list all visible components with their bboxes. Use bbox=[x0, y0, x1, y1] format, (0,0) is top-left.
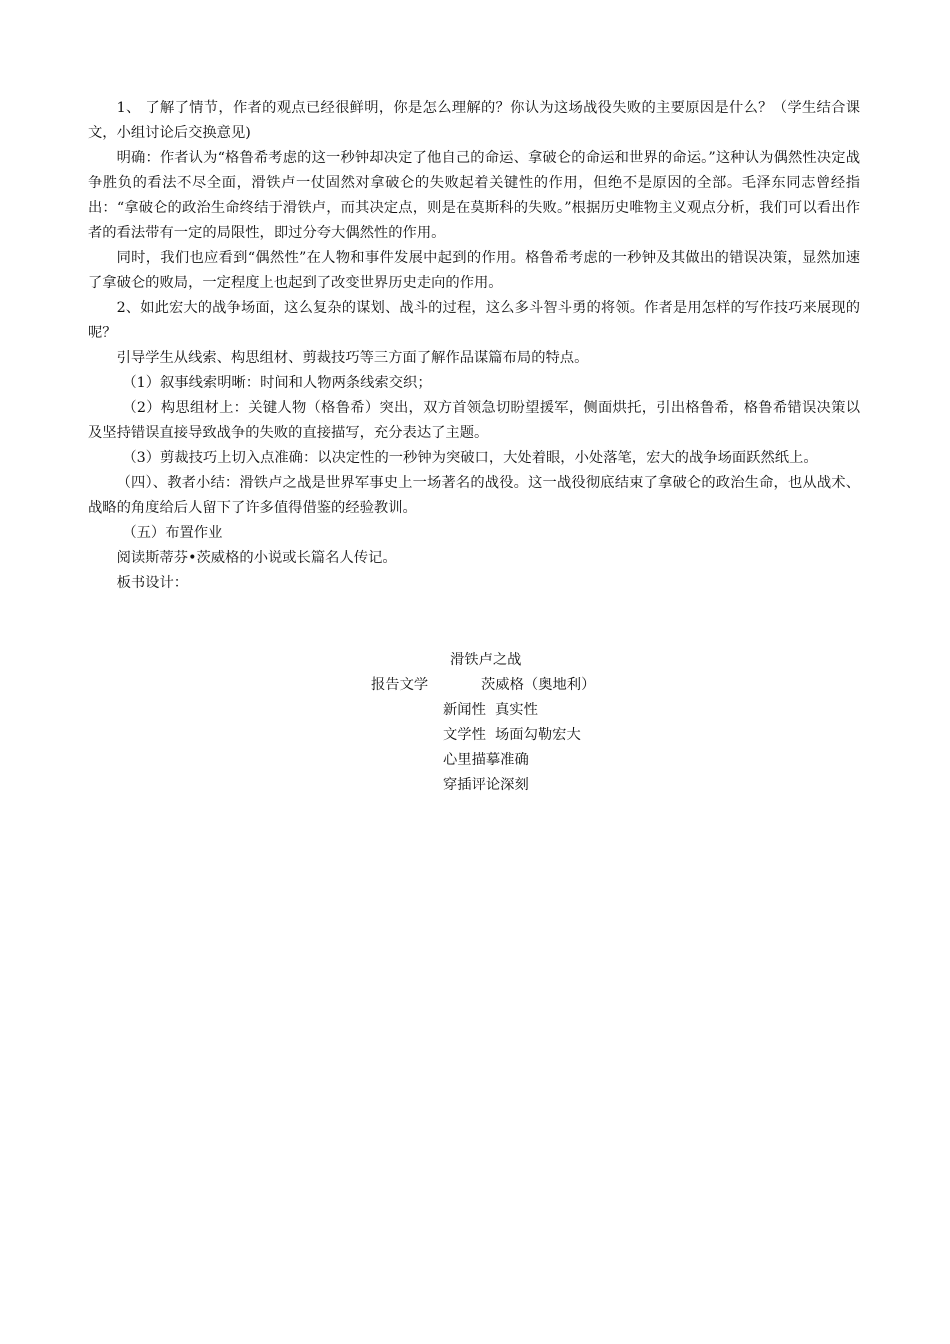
homework-text: 阅读斯蒂芬•茨威格的小说或长篇名人传记。 bbox=[116, 550, 397, 566]
teacher-summary: （四）、教者小结：滑铁卢之战是世界军事史上一场著名的战役。这一战役彻底结束了拿破仑的政治生命，也从战术、战略的角度给后人留下了许多值得借鉴的经验教训。 bbox=[88, 475, 860, 516]
answer-clarification: 明确：作者认为“格鲁希考虑的这一秒钟却决定了他自己的命运、拿破仑的命运和世界的命运。”这种认为偶然性决定战争胜负的看法不尽全面，滑铁卢一仗固然对拿破仑的失败起着关键性的作用，但绝不是原因的全部。毛泽东同志曾经指出：“拿破仑的政治生命终结于滑铁卢，而其决定点，则是在莫斯科的失败。”根据历史唯物主义观点分析，我们可以看出作者的看法带有一定的局限性，即过分夸大偶然性的作用。 bbox=[88, 150, 860, 241]
homework-heading: （五）布置作业 bbox=[122, 525, 223, 541]
board-item-commentary: 穿插评论深刻 bbox=[443, 777, 529, 793]
board-item-literary: 文学性 场面勾勒宏大 bbox=[443, 727, 581, 743]
point-composition: （2）构思组材上：关键人物（格鲁希）突出，双方首领急切盼望援军，侧面烘托，引出格鲁希，格鲁希错误决策以及坚持错误直接导致战争的失败的直接描写，充分表达了主题。 bbox=[88, 400, 860, 441]
question-2: 2、如此宏大的战争场面，这么复杂的谋划、战斗的过程，这么多斗智斗勇的将领。作者是用怎样的写作技巧来展现的呢？ bbox=[88, 300, 860, 341]
point-narrative-clue: （1）叙事线索明晰：时间和人物两条线索交织； bbox=[122, 375, 432, 391]
answer-contingency: 同时，我们也应看到“偶然性”在人物和事件发展中起到的作用。格鲁希考虑的一秒钟及其做出的错误决策，显然加速了拿破仑的败局，一定程度上也起到了改变世界历史走向的作用。 bbox=[88, 250, 860, 291]
document-body bbox=[88, 96, 860, 596]
board-item-psychology: 心里描摹准确 bbox=[443, 752, 529, 768]
guidance-text: 引导学生从线索、构思组材、剪裁技巧等三方面了解作品谋篇布局的特点。 bbox=[116, 350, 589, 366]
board-genre: 报告文学 bbox=[371, 677, 429, 693]
board-title: 滑铁卢之战 bbox=[450, 652, 522, 668]
board-item-news: 新闻性 真实性 bbox=[443, 702, 538, 718]
question-1: 1、 了解了情节，作者的观点已经很鲜明，你是怎么理解的？你认为这场战役失败的主要原因是什么？（学生结合课文，小组讨论后交换意见) bbox=[88, 100, 860, 141]
point-cutting-skill: （3）剪裁技巧上切入点准确：以决定性的一秒钟为突破口，大处着眼，小处落笔，宏大的战争场面跃然纸上。 bbox=[122, 450, 818, 466]
board-author: 茨威格（奥地利） bbox=[481, 677, 596, 693]
board-design-heading: 板书设计： bbox=[116, 575, 189, 591]
